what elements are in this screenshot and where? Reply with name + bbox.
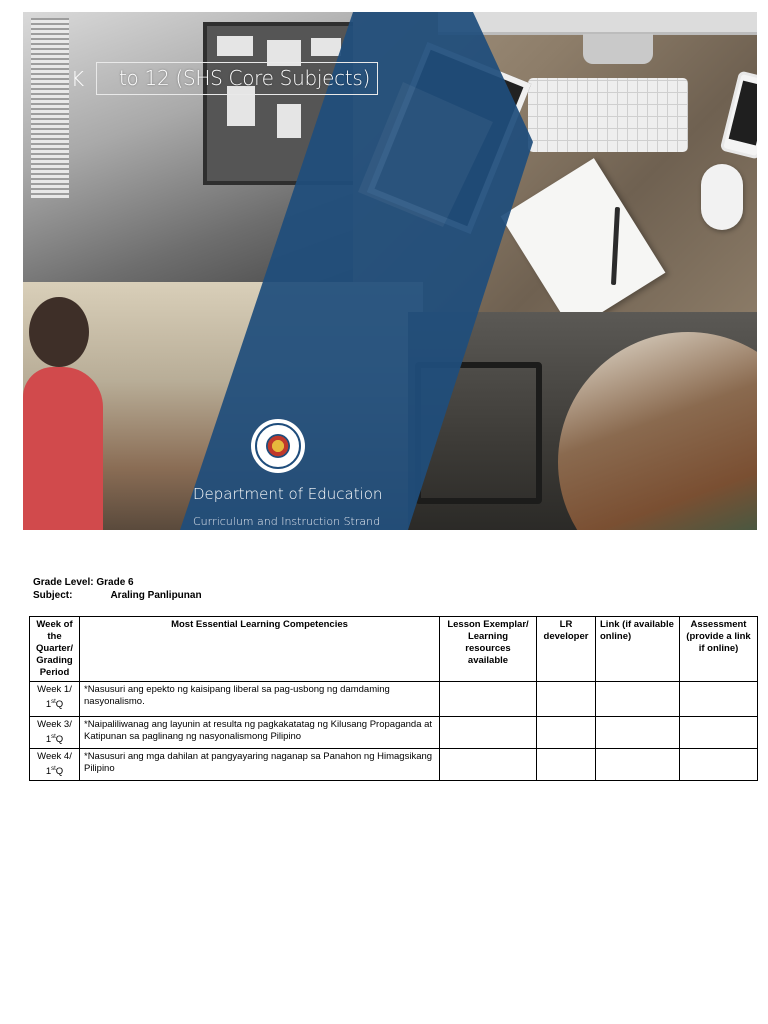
header-competencies: Most Essential Learning Competencies <box>80 617 440 682</box>
document-meta <box>33 576 202 602</box>
competencies-table <box>29 616 758 781</box>
cover-banner <box>23 12 757 530</box>
quarter-label: 1stQ <box>45 766 64 778</box>
monitor-stand-image <box>583 34 653 64</box>
week-cell <box>30 682 80 717</box>
quarter-label: 1stQ <box>45 734 64 746</box>
table-header-row <box>30 617 758 682</box>
monitor-image <box>438 12 757 35</box>
quarter-label: 1stQ <box>45 699 64 711</box>
table-row <box>30 749 758 781</box>
keyboard-image <box>528 78 688 152</box>
week-cell <box>30 717 80 749</box>
header-lr-developer: LR developer <box>537 617 596 682</box>
week-label: Week 4/ <box>37 751 72 763</box>
lesson-cell <box>440 717 537 749</box>
week-label: Week 1/ <box>37 684 72 695</box>
subject-label: Subject: <box>33 590 73 601</box>
link-cell <box>596 682 680 717</box>
title-k-letter: K <box>71 67 85 91</box>
lesson-cell <box>440 749 537 781</box>
assessment-cell <box>680 717 758 749</box>
subject-value: Araling Panlipunan <box>110 590 202 601</box>
header-assessment: Assessment (provide a link if online) <box>680 617 758 682</box>
assessment-cell <box>680 682 758 717</box>
teacher-figure-head <box>29 297 89 367</box>
week-cell <box>30 749 80 781</box>
header-link: Link (if available online) <box>596 617 680 682</box>
competency-cell: *Nasusuri ang epekto ng kaisipang liberal sa pag-usbong ng damdaming nasyonalismo. <box>80 682 440 717</box>
subject-row <box>33 589 202 602</box>
lr-cell <box>537 717 596 749</box>
week-label: Week 3/ <box>37 719 72 730</box>
competency-cell: *Nasusuri ang mga dahilan at pangyayaring naganap sa Panahon ng Himagsikang Pilipino <box>80 749 440 781</box>
competency-cell: *Naipaliliwanag ang layunin at resulta ng pagkakatatag ng Kilusang Propaganda at Katipunan sa paglinang ng nasyonalismong Pilipino <box>80 717 440 749</box>
lr-cell <box>537 682 596 717</box>
teacher-figure <box>23 367 103 530</box>
strand-name: Curriculum and Instruction Strand <box>193 515 381 528</box>
lesson-cell <box>440 682 537 717</box>
department-name: Department of Education <box>193 485 383 503</box>
assessment-cell <box>680 749 758 781</box>
link-cell <box>596 717 680 749</box>
mouse-image <box>701 164 743 230</box>
window-blinds-image <box>31 18 69 198</box>
grade-level: Grade Level: Grade 6 <box>33 577 134 588</box>
header-lesson-exemplar: Lesson Exemplar/ Learning resources available <box>440 617 537 682</box>
header-week: Week of the Quarter/ Grading Period <box>30 617 80 682</box>
table-row <box>30 717 758 749</box>
deped-seal-icon <box>251 419 305 473</box>
lr-cell <box>537 749 596 781</box>
link-cell <box>596 749 680 781</box>
banner-title: to 12 (SHS Core Subjects) <box>96 62 378 95</box>
table-row <box>30 682 758 717</box>
